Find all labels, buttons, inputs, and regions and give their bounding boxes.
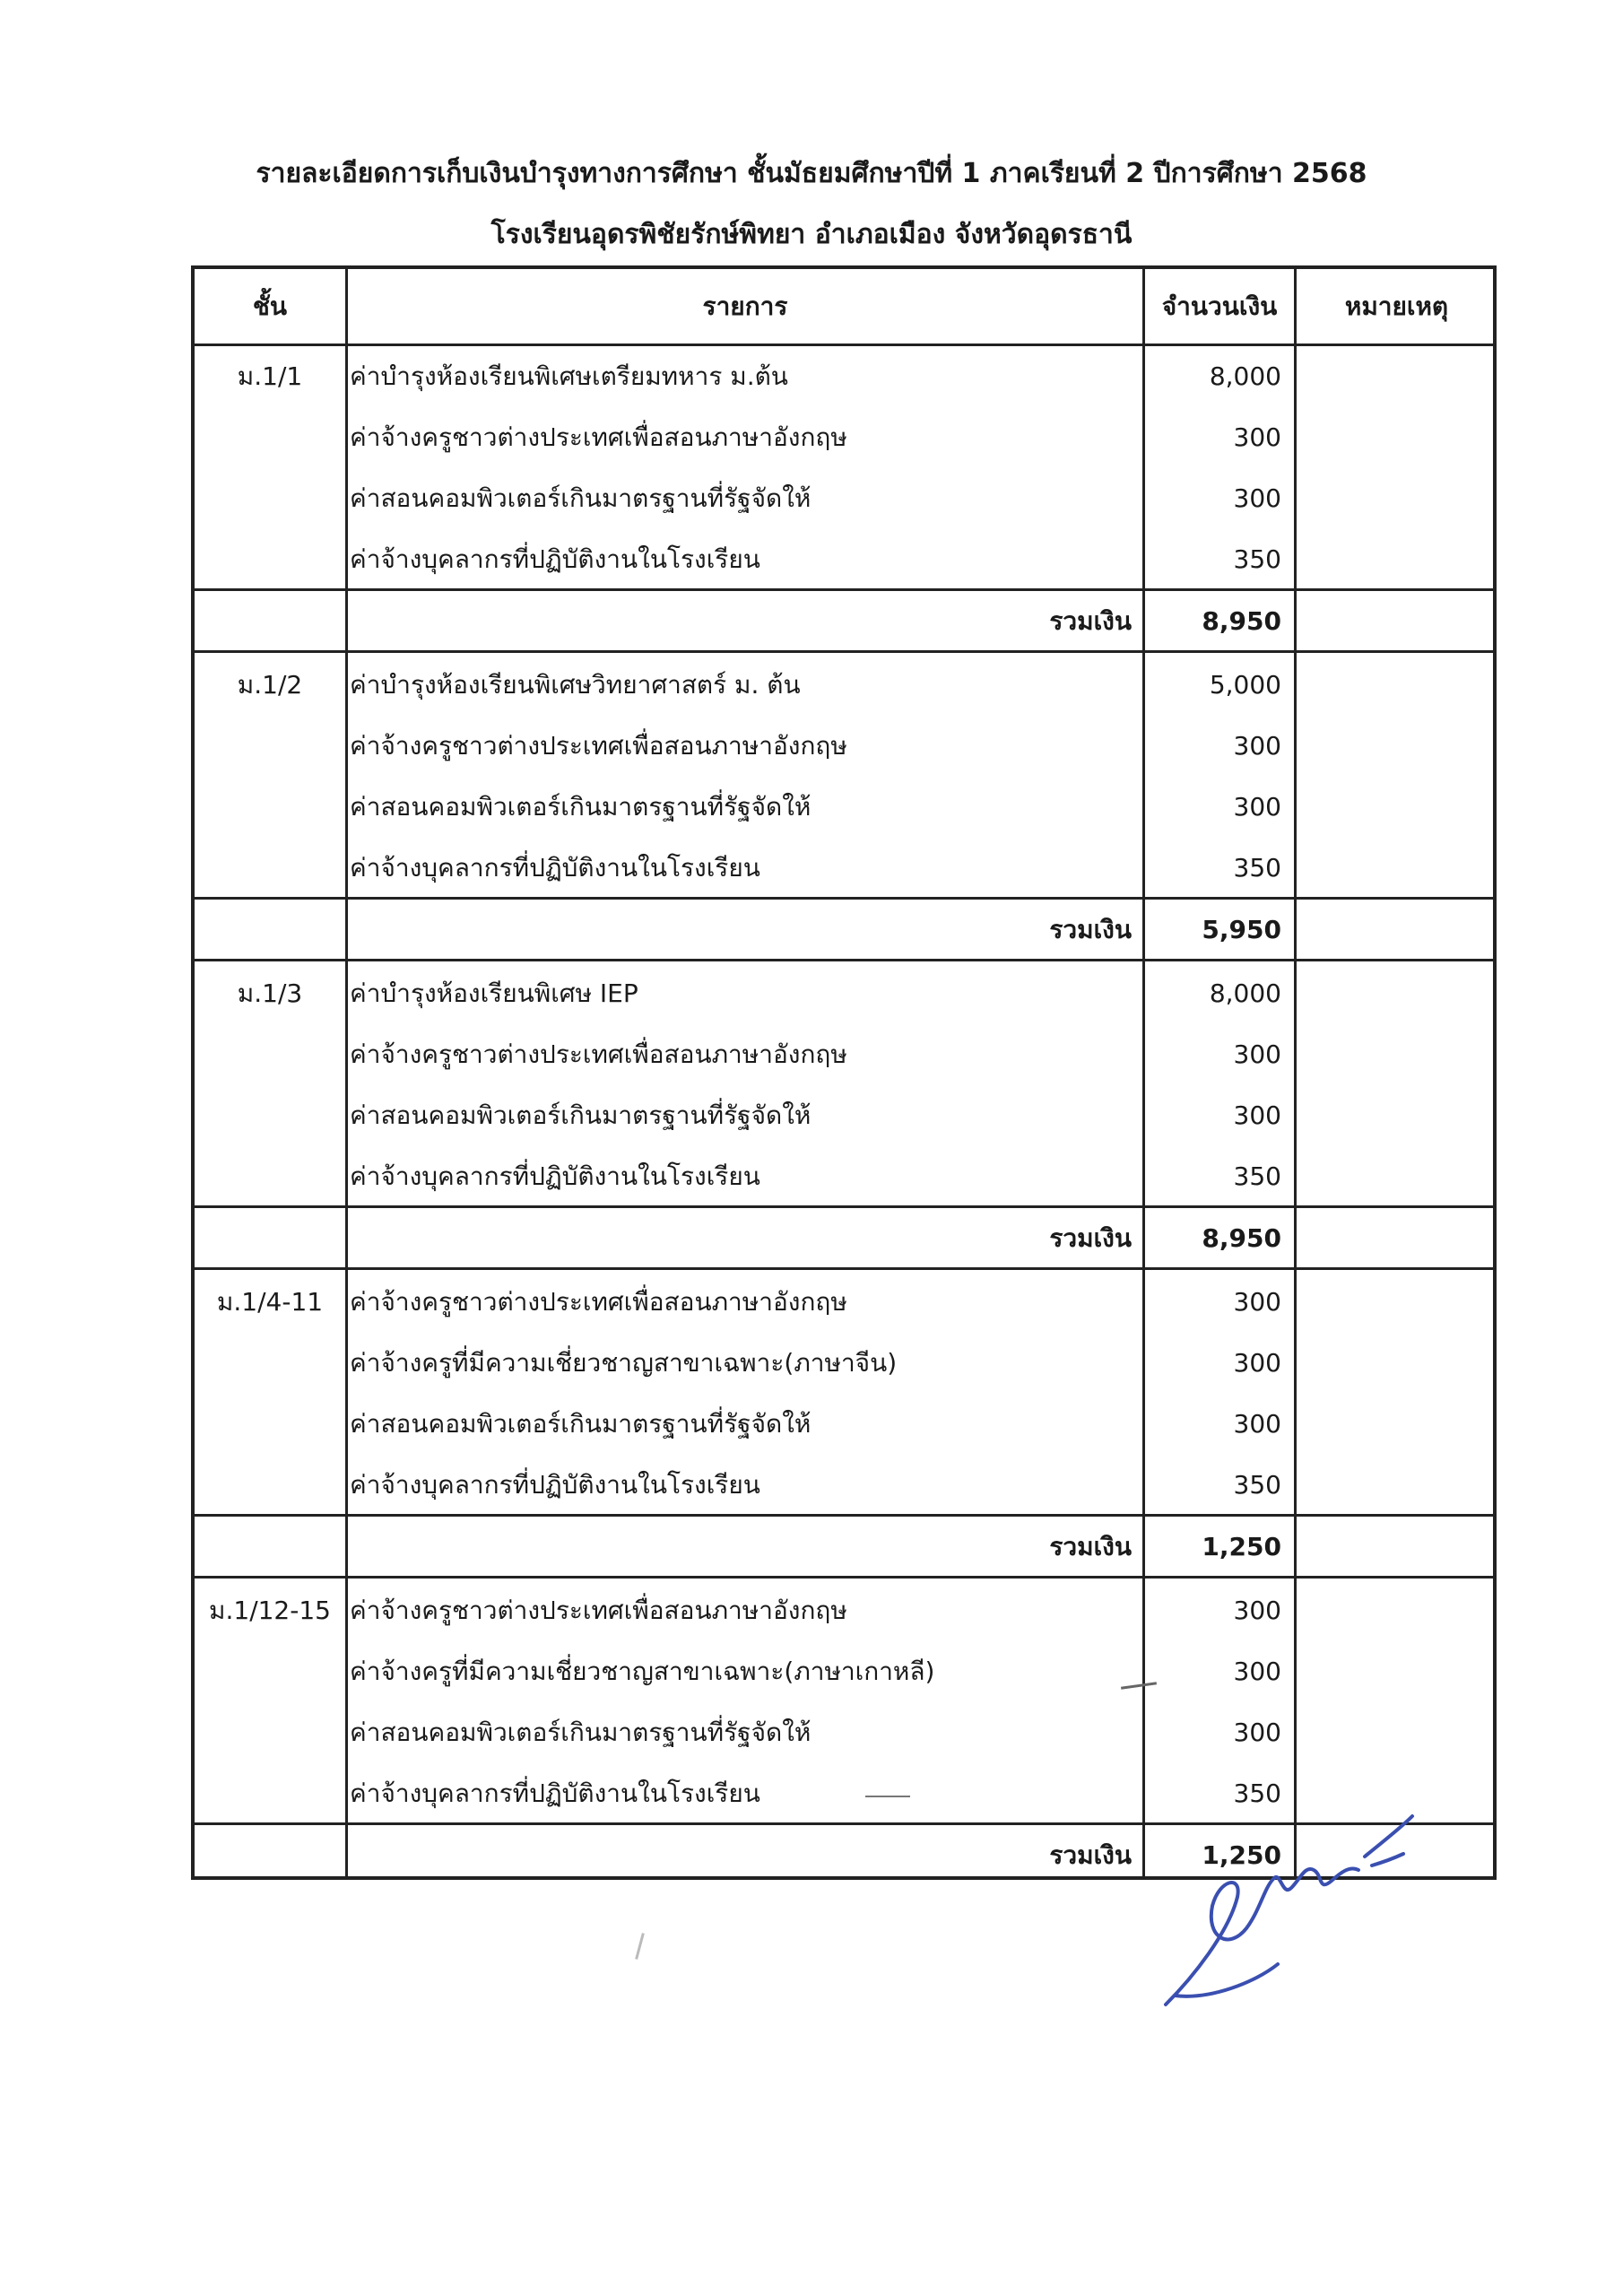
total-label: รวมเงิน [1049, 606, 1132, 636]
total-label: รวมเงิน [1049, 1840, 1132, 1870]
group-divider [195, 1267, 1493, 1270]
item-label: ค่าจ้างครูชาวต่างประเทศเพื่อสอนภาษาอังกฤษ [350, 422, 847, 452]
group-divider [195, 959, 1493, 961]
total-amount: 5,950 [1202, 915, 1281, 944]
class-name: ม.1/2 [237, 670, 303, 700]
total-amount: 1,250 [1202, 1532, 1281, 1561]
item-label: ค่าจ้างครูชาวต่างประเทศเพื่อสอนภาษาอังกฤษ [350, 731, 847, 761]
total-label: รวมเงิน [1049, 1532, 1132, 1561]
pen-mark [865, 1796, 910, 1797]
fee-table [191, 265, 1497, 1880]
item-label: ค่าสอนคอมพิวเตอร์เกินมาตรฐานที่รัฐจัดให้ [350, 1409, 812, 1439]
item-amount: 300 [1233, 731, 1281, 761]
column-header-remark: หมายเหตุ [1344, 291, 1449, 321]
item-label: ค่าจ้างครูชาวต่างประเทศเพื่อสอนภาษาอังกฤษ [350, 1287, 847, 1317]
item-amount: 350 [1233, 1779, 1281, 1808]
item-amount: 300 [1233, 1100, 1281, 1130]
item-label: ค่าสอนคอมพิวเตอร์เกินมาตรฐานที่รัฐจัดให้ [350, 483, 812, 513]
item-label: ค่าบำรุงห้องเรียนพิเศษวิทยาศาสตร์ ม. ต้น [350, 670, 801, 700]
item-label: ค่าบำรุงห้องเรียนพิเศษ IEP [350, 978, 638, 1008]
item-amount: 300 [1233, 1039, 1281, 1069]
class-name: ม.1/3 [237, 978, 303, 1008]
item-label: ค่าจ้างครูชาวต่างประเทศเพื่อสอนภาษาอังกฤษ [350, 1039, 847, 1069]
item-label: ค่าจ้างบุคลากรที่ปฏิบัติงานในโรงเรียน [350, 1470, 760, 1500]
pen-mark [635, 1933, 645, 1960]
column-header-amount: จำนวนเงิน [1161, 291, 1278, 321]
group-divider [195, 1576, 1493, 1578]
total-label: รวมเงิน [1049, 1223, 1132, 1253]
total-amount: 8,950 [1202, 1223, 1281, 1253]
item-amount: 350 [1233, 1470, 1281, 1500]
item-label: ค่าสอนคอมพิวเตอร์เกินมาตรฐานที่รัฐจัดให้ [350, 1718, 812, 1747]
total-amount: 8,950 [1202, 606, 1281, 636]
item-label: ค่าจ้างครูชาวต่างประเทศเพื่อสอนภาษาอังกฤษ [350, 1596, 847, 1625]
class-name: ม.1/1 [237, 361, 303, 391]
item-amount: 300 [1233, 792, 1281, 822]
total-amount: 1,250 [1202, 1840, 1281, 1870]
item-amount: 5,000 [1209, 670, 1281, 700]
item-amount: 300 [1233, 1287, 1281, 1317]
item-amount: 300 [1233, 422, 1281, 452]
item-label: ค่าจ้างครูที่มีความเชี่ยวชาญสาขาเฉพาะ(ภาษาจีน) [350, 1348, 898, 1378]
item-amount: 8,000 [1209, 978, 1281, 1008]
item-amount: 300 [1233, 1718, 1281, 1747]
item-label: ค่าสอนคอมพิวเตอร์เกินมาตรฐานที่รัฐจัดให้ [350, 1100, 812, 1130]
item-label: ค่าจ้างบุคลากรที่ปฏิบัติงานในโรงเรียน [350, 853, 760, 883]
column-divider [345, 269, 348, 1876]
class-name: ม.1/12-15 [209, 1596, 331, 1625]
column-header-class: ชั้น [252, 291, 288, 321]
item-label: ค่าบำรุงห้องเรียนพิเศษเตรียมทหาร ม.ต้น [350, 361, 788, 391]
item-amount: 300 [1233, 1348, 1281, 1378]
item-label: ค่าจ้างบุคลากรที่ปฏิบัติงานในโรงเรียน [350, 544, 760, 574]
group-divider [195, 650, 1493, 653]
column-header-item: รายการ [702, 291, 788, 321]
total-label: รวมเงิน [1049, 915, 1132, 944]
item-amount: 300 [1233, 1596, 1281, 1625]
item-label: ค่าจ้างบุคลากรที่ปฏิบัติงานในโรงเรียน [350, 1779, 760, 1808]
item-label: ค่าจ้างบุคลากรที่ปฏิบัติงานในโรงเรียน [350, 1161, 760, 1191]
item-amount: 350 [1233, 544, 1281, 574]
class-name: ม.1/4-11 [216, 1287, 324, 1317]
item-amount: 300 [1233, 1409, 1281, 1439]
item-amount: 8,000 [1209, 361, 1281, 391]
item-label: ค่าสอนคอมพิวเตอร์เกินมาตรฐานที่รัฐจัดให้ [350, 792, 812, 822]
item-amount: 300 [1233, 1657, 1281, 1686]
item-amount: 350 [1233, 853, 1281, 883]
item-amount: 300 [1233, 483, 1281, 513]
item-label: ค่าจ้างครูที่มีความเชี่ยวชาญสาขาเฉพาะ(ภาษาเกาหลี) [350, 1657, 935, 1686]
signature [1157, 1780, 1417, 2022]
column-divider [1294, 269, 1297, 1876]
school-name: โรงเรียนอุดรพิชัยรักษ์พิทยา อำเภอเมือง จังหวัดอุดรธานี [490, 219, 1133, 250]
item-amount: 350 [1233, 1161, 1281, 1191]
document-title: รายละเอียดการเก็บเงินบำรุงทางการศึกษา ชั้นมัธยมศึกษาปีที่ 1 ภาคเรียนที่ 2 ปีการศึกษา 2568 [256, 158, 1367, 189]
